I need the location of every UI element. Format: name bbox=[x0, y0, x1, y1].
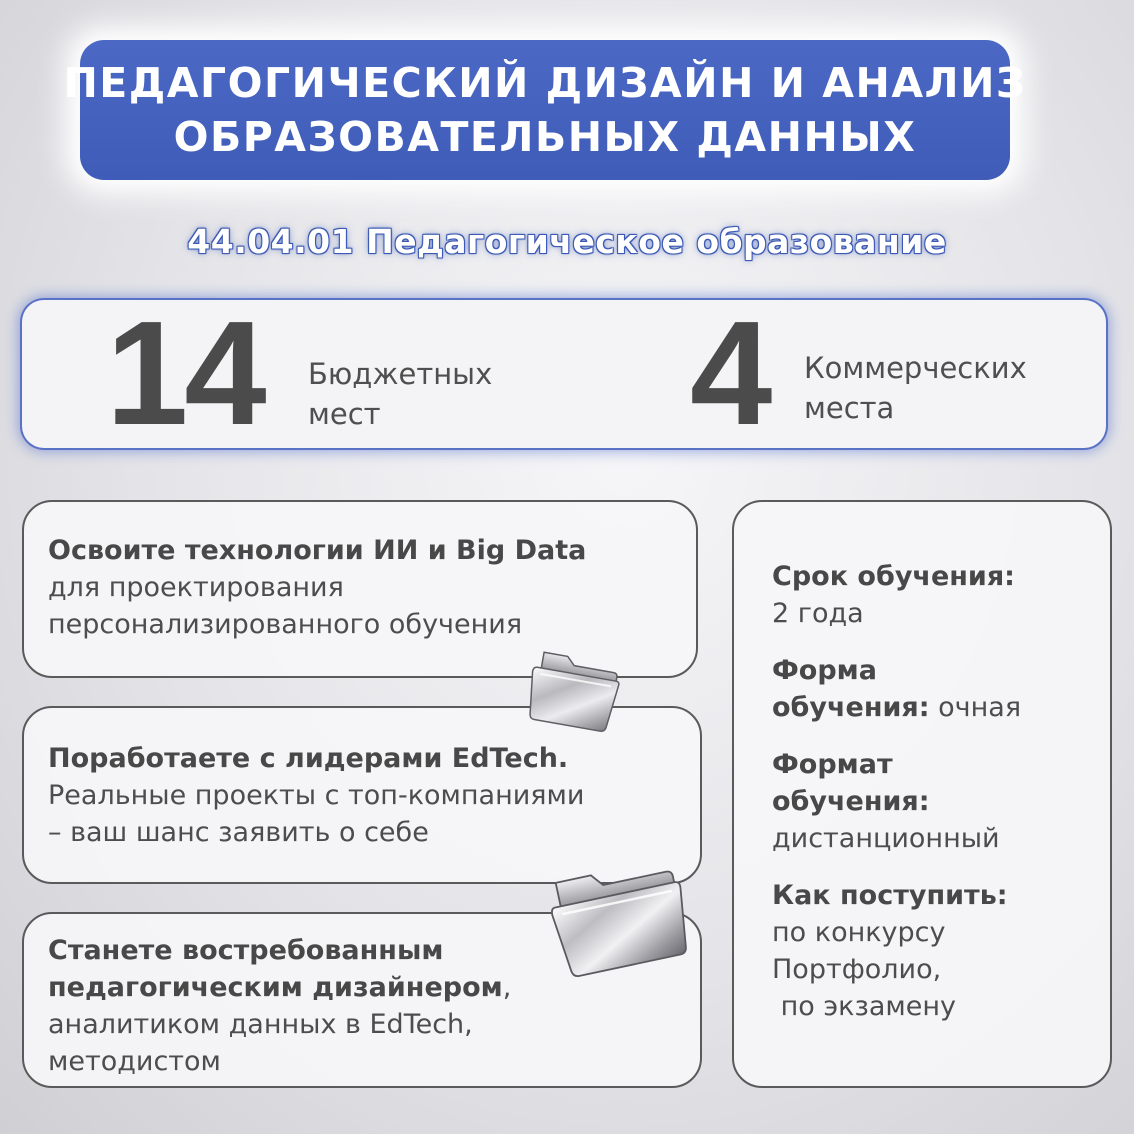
format-block bbox=[772, 746, 1021, 857]
benefit-text bbox=[48, 740, 584, 851]
admission-line: по экзамену bbox=[772, 991, 956, 1022]
duration-value: 2 года bbox=[772, 598, 864, 629]
benefit-line: для проектирования bbox=[48, 572, 344, 603]
benefit-line: методистом bbox=[48, 1046, 221, 1077]
study-info-card bbox=[732, 500, 1112, 1088]
benefit-title: Станете востребованным bbox=[48, 935, 444, 966]
format-label: Формат bbox=[772, 749, 893, 780]
form-label-cont: обучения: bbox=[772, 692, 930, 723]
duration-block bbox=[772, 558, 1021, 632]
budget-label-line-2: мест bbox=[308, 397, 381, 431]
commercial-label-line-1: Коммерческих bbox=[804, 351, 1027, 385]
benefit-line: аналитиком данных в EdTech, bbox=[48, 1009, 473, 1040]
title-banner bbox=[63, 40, 1027, 180]
form-value: очная bbox=[929, 692, 1022, 723]
program-code: 44.04.01 Педагогическое образование bbox=[187, 222, 947, 261]
duration-label: Срок обучения: bbox=[772, 561, 1015, 592]
format-label-cont: обучения: bbox=[772, 786, 930, 817]
commercial-places-label bbox=[804, 348, 1027, 428]
form-label: Форма bbox=[772, 655, 877, 686]
places-panel bbox=[22, 291, 1106, 456]
folder-icon bbox=[524, 644, 624, 736]
admission-block bbox=[772, 877, 1021, 1025]
admission-label: Как поступить: bbox=[772, 880, 1008, 911]
admission-line: Портфолио, bbox=[772, 954, 942, 985]
benefit-title-cont: педагогическим дизайнером bbox=[48, 972, 503, 1003]
admission-line: по конкурсу bbox=[772, 917, 946, 948]
study-info-text bbox=[772, 558, 1021, 1025]
commercial-places-number: 4 bbox=[690, 291, 769, 456]
budget-places-number: 14 bbox=[106, 291, 263, 456]
page-title-line-2: ОБРАЗОВАТЕЛЬНЫХ ДАННЫХ bbox=[173, 113, 917, 161]
benefit-title: Освоите технологии ИИ и Big Data bbox=[48, 535, 587, 566]
benefit-text bbox=[48, 532, 586, 643]
benefit-line: – ваш шанс заявить о себе bbox=[48, 817, 429, 848]
form-block bbox=[772, 652, 1021, 726]
benefit-line: Реальные проекты с топ-компаниями bbox=[48, 780, 585, 811]
benefit-comma: , bbox=[502, 972, 512, 1003]
format-value: дистанционный bbox=[772, 823, 1000, 854]
commercial-label-line-2: места bbox=[804, 391, 895, 425]
page-title-line-1: ПЕДАГОГИЧЕСКИЙ ДИЗАЙН И АНАЛИЗ bbox=[63, 59, 1027, 107]
budget-places-label bbox=[308, 354, 492, 434]
benefit-text bbox=[48, 932, 511, 1080]
benefit-title: Поработаете с лидерами EdTech. bbox=[48, 743, 569, 774]
budget-label-line-1: Бюджетных bbox=[308, 357, 493, 391]
folder-icon bbox=[546, 850, 696, 982]
benefit-line: персонализированного обучения bbox=[48, 609, 523, 640]
